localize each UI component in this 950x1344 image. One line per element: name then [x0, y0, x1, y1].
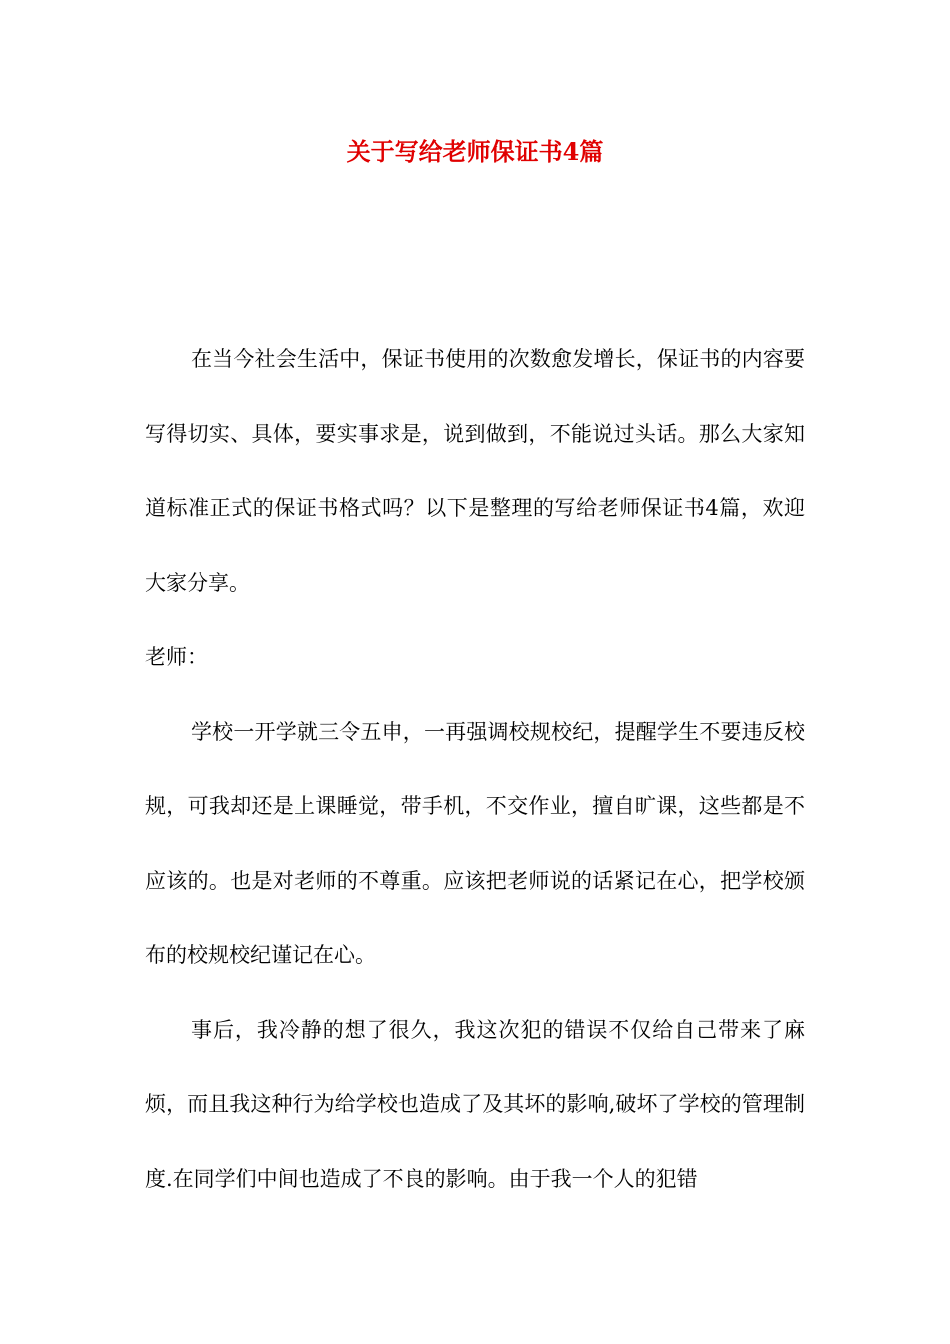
body-paragraph-2: 事后，我冷静的想了很久，我这次犯的错误不仅给自己带来了麻烦，而且我这种行为给学校也造成了及其坏的影响,破坏了学校的管理制度.在同学们中间也造成了不良的影响。由于我一个人的犯错	[145, 1017, 805, 1191]
document-title: 关于写给老师保证书4篇	[346, 137, 604, 166]
salutation: 老师：	[145, 645, 208, 669]
document-body	[145, 322, 805, 1216]
body-paragraph-1: 学校一开学就三令五申，一再强调校规校纪，提醒学生不要违反校规，可我却还是上课睡觉，带手机，不交作业，擅自旷课，这些都是不应该的。也是对老师的不尊重。应该把老师说的话紧记在心，把学校颁布的校规校纪谨记在心。	[145, 719, 805, 967]
intro-paragraph: 在当今社会生活中，保证书使用的次数愈发增长，保证书的内容要写得切实、具体，要实事求是，说到做到，不能说过头话。那么大家知道标准正式的保证书格式吗？以下是整理的写给老师保证书4篇，欢迎大家分享。	[145, 347, 805, 595]
